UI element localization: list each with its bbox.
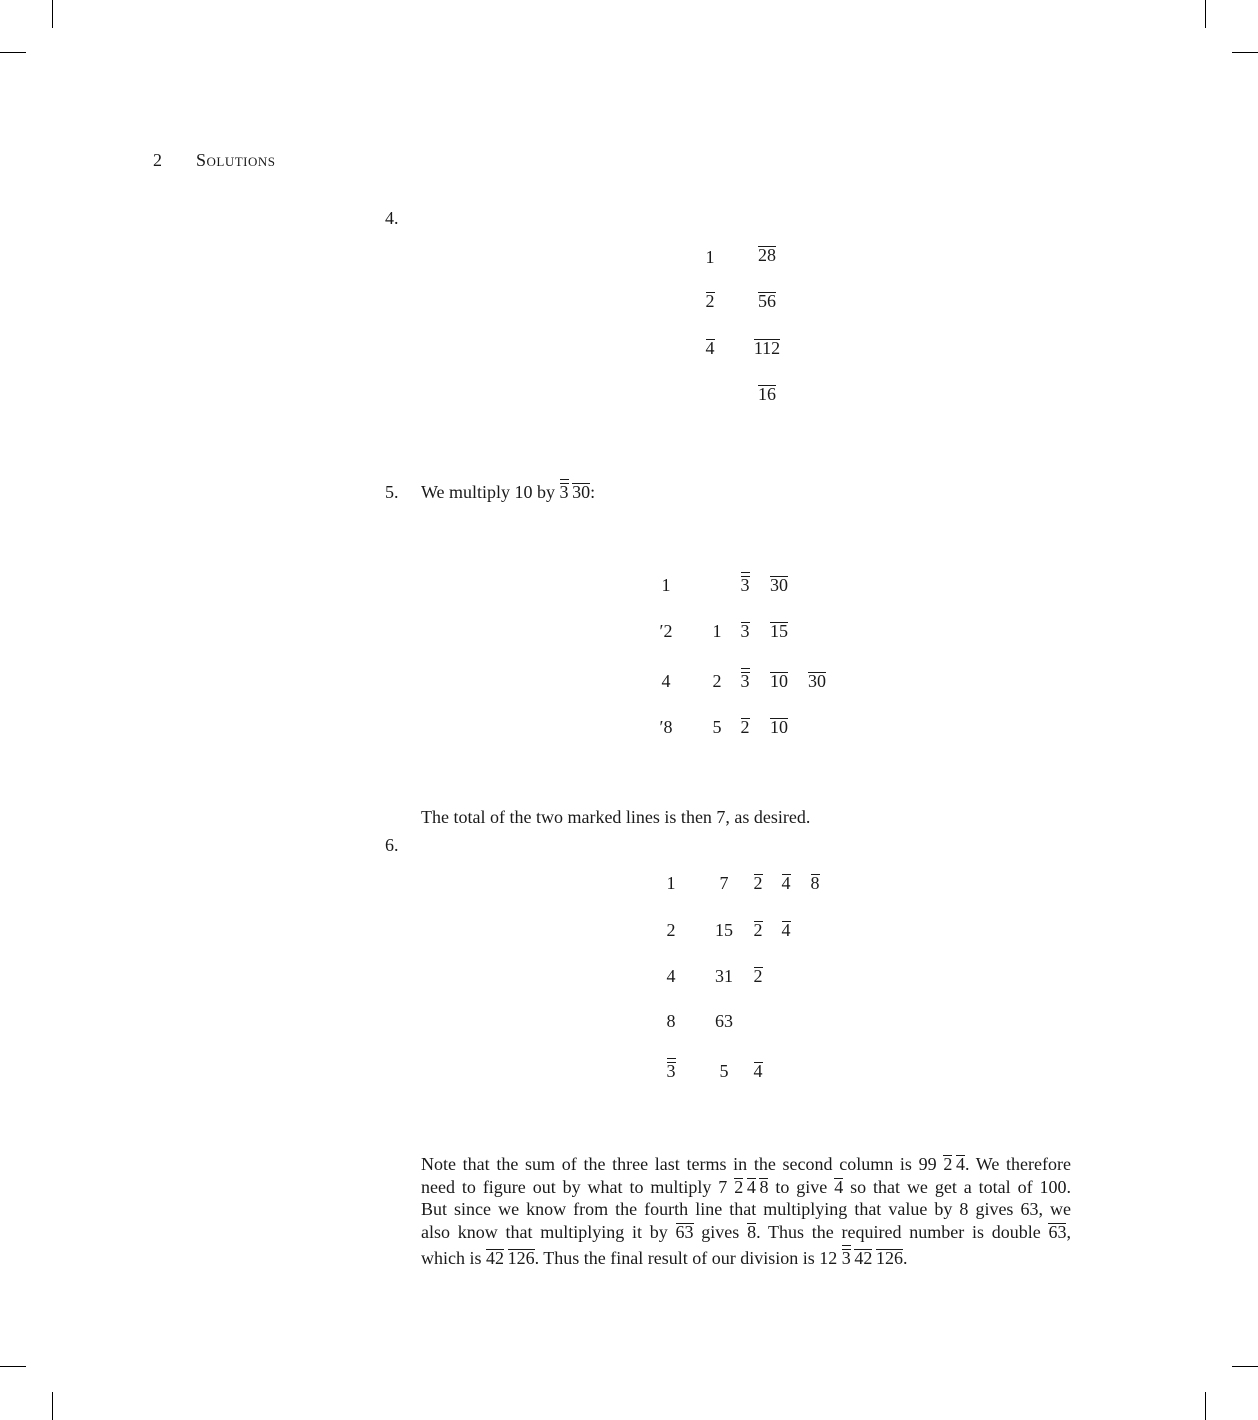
crop-mark — [1205, 0, 1206, 28]
table-cell: 3 — [740, 671, 750, 691]
table-cell: 15 — [715, 920, 733, 940]
crop-mark — [1232, 52, 1258, 53]
table-cell: 4 — [705, 338, 715, 358]
table-cell: 4 — [781, 920, 791, 940]
crop-mark — [52, 1392, 53, 1420]
table-cell: 8 — [810, 873, 820, 893]
page-number: 2 — [153, 150, 162, 170]
note-line: Note that the sum of the three last terms in the second column is 99 2 4. We therefore — [421, 1154, 1071, 1174]
table-cell: 3 — [666, 1061, 676, 1081]
table-cell: 10 — [770, 671, 788, 691]
table-cell: 1 — [666, 873, 676, 893]
table-cell: 15 — [770, 621, 788, 641]
table-cell: 2 — [753, 920, 763, 940]
table-cell: 2 — [753, 966, 763, 986]
table-cell: ′8 — [659, 717, 673, 737]
table-cell: 3 — [740, 621, 750, 641]
crop-mark — [0, 1366, 26, 1367]
problem-6-note — [421, 1153, 1071, 1270]
running-title: Solutions — [196, 150, 276, 170]
table-cell: 30 — [770, 575, 788, 595]
table-cell: 2 — [666, 920, 676, 940]
table-cell: 63 — [715, 1011, 733, 1031]
note-line: which is 42 126. Thus the final result of our division is 12 3 42 126. — [421, 1248, 908, 1268]
table-cell: 1 — [661, 575, 671, 595]
table-cell: 28 — [758, 245, 776, 265]
table-cell: 1 — [705, 247, 715, 267]
table-cell: 4 — [666, 966, 676, 986]
note-line: need to figure out by what to multiply 7 2 4 8 to give 4 so that we get a total of 100. — [421, 1176, 1071, 1197]
table-cell: 8 — [666, 1011, 676, 1031]
table-cell: 30 — [808, 671, 826, 691]
table-cell: 4 — [661, 671, 671, 691]
problem-4-label: 4. — [385, 208, 399, 228]
table-cell: 112 — [753, 338, 781, 358]
problem-6-label: 6. — [385, 835, 399, 855]
crop-mark — [0, 52, 26, 53]
crop-mark — [1205, 1392, 1206, 1420]
crop-mark — [1232, 1366, 1258, 1367]
table-cell: 4 — [781, 873, 791, 893]
table-cell: 16 — [758, 384, 776, 404]
table-cell: 3 — [740, 575, 750, 595]
note-line: But since we know from the fourth line that multiplying that value by 8 gives 63, we — [421, 1199, 1071, 1219]
problem-5-conclusion: The total of the two marked lines is then 7, as desired. — [421, 807, 811, 827]
table-cell: 56 — [758, 291, 776, 311]
table-cell: 31 — [715, 966, 733, 986]
table-cell: 5 — [719, 1061, 729, 1081]
table-cell: 7 — [719, 873, 729, 893]
problem-5-label: 5. — [385, 482, 399, 502]
table-cell: ′2 — [659, 621, 673, 641]
table-cell: 2 — [712, 671, 722, 691]
note-line: also know that multiplying it by 63 gives 8. Thus the required number is double 63, — [421, 1221, 1071, 1242]
table-cell: 10 — [770, 717, 788, 737]
table-cell: 2 — [753, 873, 763, 893]
problem-5-intro: We multiply 10 by 3 30: — [421, 482, 596, 502]
table-cell: 2 — [705, 291, 715, 311]
crop-mark — [52, 0, 53, 28]
table-cell: 1 — [712, 621, 722, 641]
table-cell: 4 — [753, 1061, 763, 1081]
table-cell: 5 — [712, 717, 722, 737]
table-cell: 2 — [740, 717, 750, 737]
